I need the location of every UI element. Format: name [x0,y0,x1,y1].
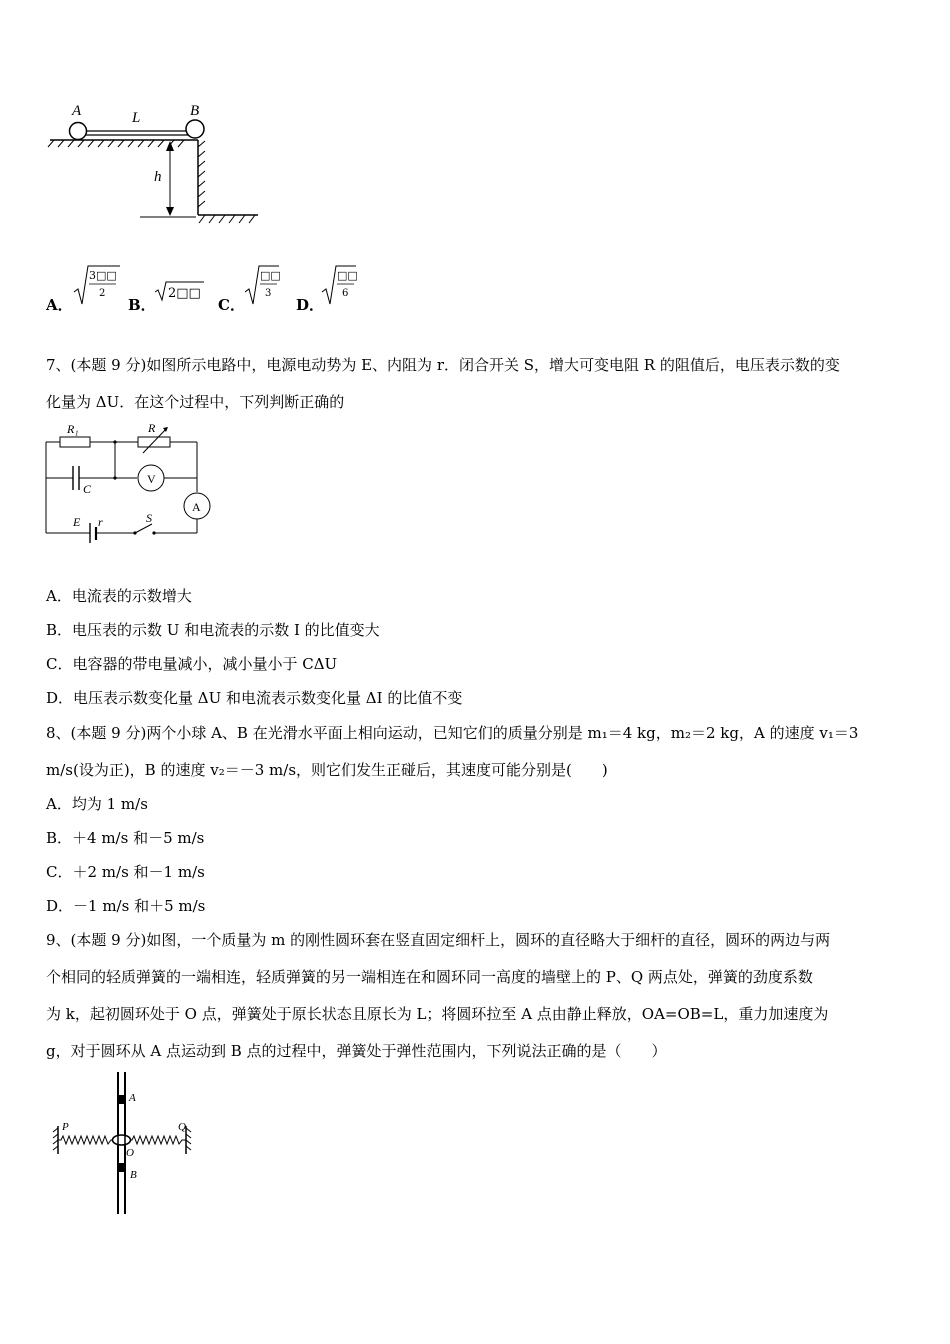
q9-stem-line3: 为 k，起初圆环处于 O 点，弹簧处于原长状态且原长为 L；将圆环拉至 A 点由静止释放，OA=OB=L，重力加速度为 [46,1005,829,1023]
svg-text:3□□: 3□□ [89,269,117,282]
q9-figure [50,1070,200,1220]
q9-stem-line4: g，对于圆环从 A 点运动到 B 点的过程中，弹簧处于弹性范围内，下列说法正确的是（ ） [46,1042,667,1060]
svg-text:□□: □□ [337,269,358,282]
q9-stem-line1: 9、(本题 9 分)如图，一个质量为 m 的刚性圆环套在竖直固定细杆上，圆环的直径略大于细杆的直径，圆环的两边与两 [46,931,831,949]
q6-option-c-formula [243,262,283,310]
label-h: h [154,169,162,185]
svg-text:O: O [126,1147,134,1159]
q6-option-b-letter[interactable]: B． [128,296,156,314]
svg-text:R₁: R₁ [67,422,79,436]
q9-stem-line2: 个相同的轻质弹簧的一端相连，轻质弹簧的另一端相连在和圆环同一高度的墙壁上的 P、Q 两点处，弹簧的劲度系数 [46,968,813,986]
q6-option-c-letter[interactable]: C． [218,296,245,314]
svg-text:A: A [129,1092,136,1104]
svg-text:r: r [98,515,103,529]
q8-stem-line2: m/s(设为正)，B 的速度 v₂＝－3 m/s，则它们发生正碰后，其速度可能分别是( ) [46,761,608,779]
q7-circuit-figure [40,420,215,555]
svg-text:B: B [130,1169,137,1181]
q6-option-d-letter[interactable]: D． [296,296,325,314]
svg-text:S: S [146,511,152,525]
svg-text:V: V [147,472,156,486]
q6-option-a-formula [72,262,122,310]
q8-stem-line1: 8、(本题 9 分)两个小球 A、B 在光滑水平面上相向运动，已知它们的质量分别是 m₁＝4 kg，m₂＝2 kg，A 的速度 v₁＝3 [46,724,859,742]
svg-text:R: R [148,421,156,435]
svg-text:E: E [73,515,81,529]
q8-option-b[interactable]: B．＋4 m/s 和－5 m/s [46,829,205,847]
ball-b [186,120,204,138]
q7-option-a[interactable]: A．电流表的示数增大 [46,587,192,605]
svg-text:6: 6 [342,288,349,299]
q7-option-b[interactable]: B．电压表的示数 U 和电流表的示数 I 的比值变大 [46,621,380,639]
q8-option-d[interactable]: D．－1 m/s 和＋5 m/s [46,897,206,915]
q8-option-c[interactable]: C．＋2 m/s 和－1 m/s [46,863,205,881]
label-b: B [190,103,200,119]
svg-text:P: P [62,1121,69,1133]
q6-option-a-letter[interactable]: A． [46,296,73,314]
svg-text:2: 2 [99,288,106,299]
q7-stem-line1: 7、(本题 9 分)如图所示电路中，电源电动势为 E、内阻为 r．闭合开关 S，增大可变电阻 R 的阻值后，电压表示数的变 [46,356,840,374]
q6-option-b-formula [154,276,206,306]
svg-text:□□: □□ [260,269,281,282]
q6-options [46,262,446,312]
svg-text:Q: Q [178,1121,186,1133]
svg-text:A: A [192,500,201,514]
q7-option-c[interactable]: C．电容器的带电量减小，减小量小于 CΔU [46,655,338,673]
q6-figure [40,95,270,235]
label-l: L [132,110,141,126]
svg-text:C: C [83,482,92,496]
q8-option-a[interactable]: A．均为 1 m/s [46,795,148,813]
svg-text:3: 3 [265,288,272,299]
q6-option-d-formula [320,262,360,310]
svg-text:2□□: 2□□ [168,286,201,301]
label-a: A [72,103,82,119]
ball-a [70,123,87,140]
q7-stem-line2: 化量为 ΔU．在这个过程中，下列判断正确的 [46,393,345,411]
q7-option-d[interactable]: D．电压表示数变化量 ΔU 和电流表示数变化量 ΔI 的比值不变 [46,689,463,707]
